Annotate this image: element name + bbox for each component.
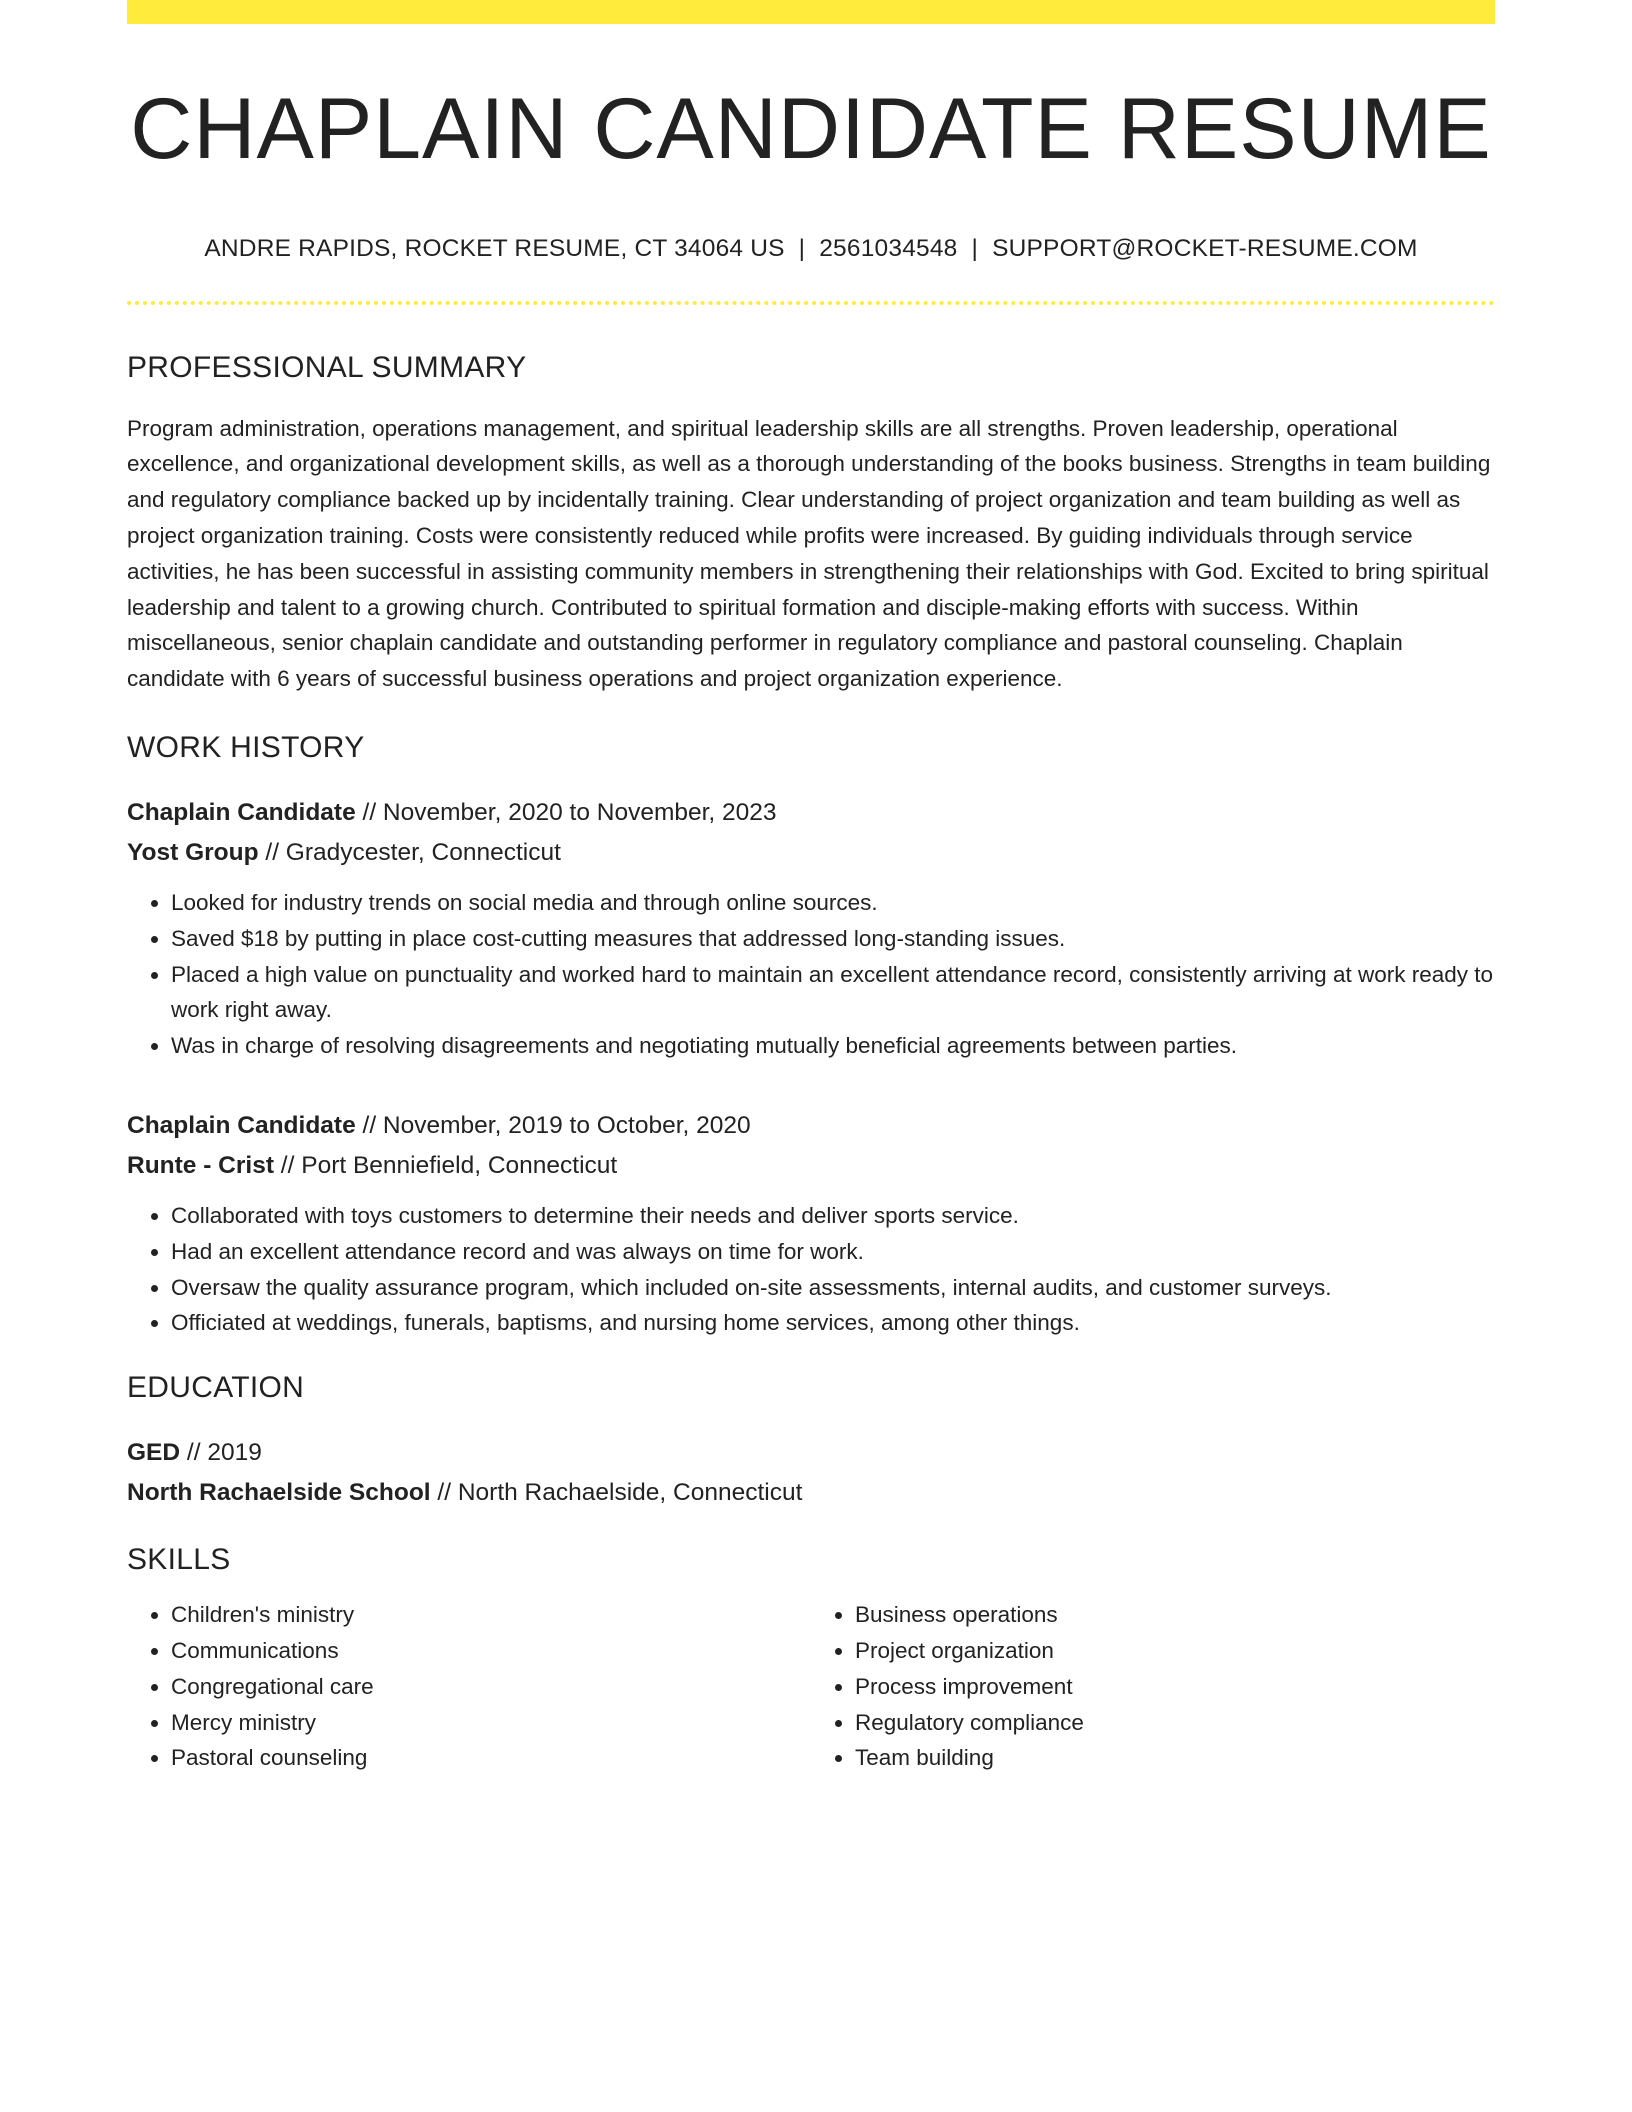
job-company: Runte - Crist <box>127 1151 274 1179</box>
job-entry <box>127 793 1495 1064</box>
education-location: // North Rachaelside, Connecticut <box>430 1479 803 1507</box>
job-bullet: • Had an excellent attendance record and was always on time for work. <box>171 1234 1495 1270</box>
skill-item: • Business operations <box>855 1597 1495 1633</box>
contact-address: ANDRE RAPIDS, ROCKET RESUME, CT 34064 US <box>204 234 785 262</box>
dotted-divider <box>127 301 1495 305</box>
resume-title: CHAPLAIN CANDIDATE RESUME <box>130 81 1492 177</box>
job-title-line <box>127 1106 1495 1146</box>
education-school: North Rachaelside School <box>127 1479 431 1507</box>
skill-item: • Process improvement <box>855 1669 1495 1705</box>
skill-item: • Project organization <box>855 1633 1495 1669</box>
skill-item: • Children's ministry <box>171 1597 811 1633</box>
skill-item: • Regulatory compliance <box>855 1705 1495 1741</box>
skills-list-left <box>127 1597 811 1776</box>
skills-list-right <box>811 1597 1495 1776</box>
job-company-line <box>127 1146 1495 1186</box>
education-heading: EDUCATION <box>127 1371 305 1405</box>
education-entry <box>127 1433 1495 1513</box>
skill-item: • Mercy ministry <box>171 1705 811 1741</box>
job-bullet: • Saved $18 by putting in place cost-cutting measures that addressed long-standing issues. <box>171 921 1495 957</box>
job-bullet: • Placed a high value on punctuality and worked hard to maintain an excellent attendance record, consistently arriving at work ready to work right away. <box>171 957 1495 1029</box>
summary-heading: PROFESSIONAL SUMMARY <box>127 350 527 384</box>
skill-item: • Pastoral counseling <box>171 1740 811 1776</box>
education-year: // 2019 <box>180 1439 262 1467</box>
job-company: Yost Group <box>127 838 259 866</box>
job-title-line <box>127 793 1495 833</box>
resume-page <box>127 0 1495 1776</box>
job-company-line <box>127 833 1495 873</box>
contact-separator: | <box>798 234 806 262</box>
job-bullets <box>127 885 1495 1064</box>
skills-heading: SKILLS <box>127 1543 231 1577</box>
job-bullet: • Oversaw the quality assurance program, which included on-site assessments, internal audits, and customer surveys. <box>171 1270 1495 1306</box>
education-degree: GED <box>127 1439 181 1467</box>
skill-item: • Communications <box>171 1633 811 1669</box>
job-bullets <box>127 1198 1495 1341</box>
job-bullet: • Officiated at weddings, funerals, baptisms, and nursing home services, among other things. <box>171 1305 1495 1341</box>
job-location: // Port Benniefield, Connecticut <box>274 1151 618 1179</box>
job-title: Chaplain Candidate <box>127 798 356 826</box>
education-school-line <box>127 1473 1495 1513</box>
job-entry <box>127 1106 1495 1341</box>
skill-item: • Congregational care <box>171 1669 811 1705</box>
contact-separator: | <box>971 234 979 262</box>
education-degree-line <box>127 1433 1495 1473</box>
contact-line <box>127 235 1495 263</box>
job-dates: // November, 2020 to November, 2023 <box>355 798 777 826</box>
job-location: // Gradycester, Connecticut <box>258 838 561 866</box>
job-title: Chaplain Candidate <box>127 1111 356 1139</box>
contact-phone: 2561034548 <box>819 234 958 262</box>
accent-top-bar <box>127 0 1495 24</box>
job-bullet: • Looked for industry trends on social media and through online sources. <box>171 885 1495 921</box>
job-dates: // November, 2019 to October, 2020 <box>355 1111 751 1139</box>
skills-columns <box>127 1597 1495 1776</box>
skill-item: • Team building <box>855 1740 1495 1776</box>
job-bullet: • Was in charge of resolving disagreements and negotiating mutually beneficial agreements between parties. <box>171 1028 1495 1064</box>
contact-email: SUPPORT@ROCKET-RESUME.COM <box>992 234 1418 262</box>
summary-text: Program administration, operations management, and spiritual leadership skills are all strengths. Proven leadership, operational excellence, and organizational development skills, as well as a thorough understanding of the books business. Strengths in team building and regulatory compliance backed up by incidentally training. Clear understanding of project organization and team building as well as project organization training. Costs were consistently reduced while profits were increased. By guiding individuals through service activities, he has been successful in assisting community members in strengthening their relationships with God. Excited to bring spiritual leadership and talent to a growing church. Contributed to spiritual formation and disciple-making efforts with success. Within miscellaneous, senior chaplain candidate and outstanding performer in regulatory compliance and pastoral counseling. Chaplain candidate with 6 years of successful business operations and project organization experience. <box>127 415 1491 692</box>
work-history-heading: WORK HISTORY <box>127 730 365 764</box>
job-bullet: • Collaborated with toys customers to determine their needs and deliver sports service. <box>171 1198 1495 1234</box>
